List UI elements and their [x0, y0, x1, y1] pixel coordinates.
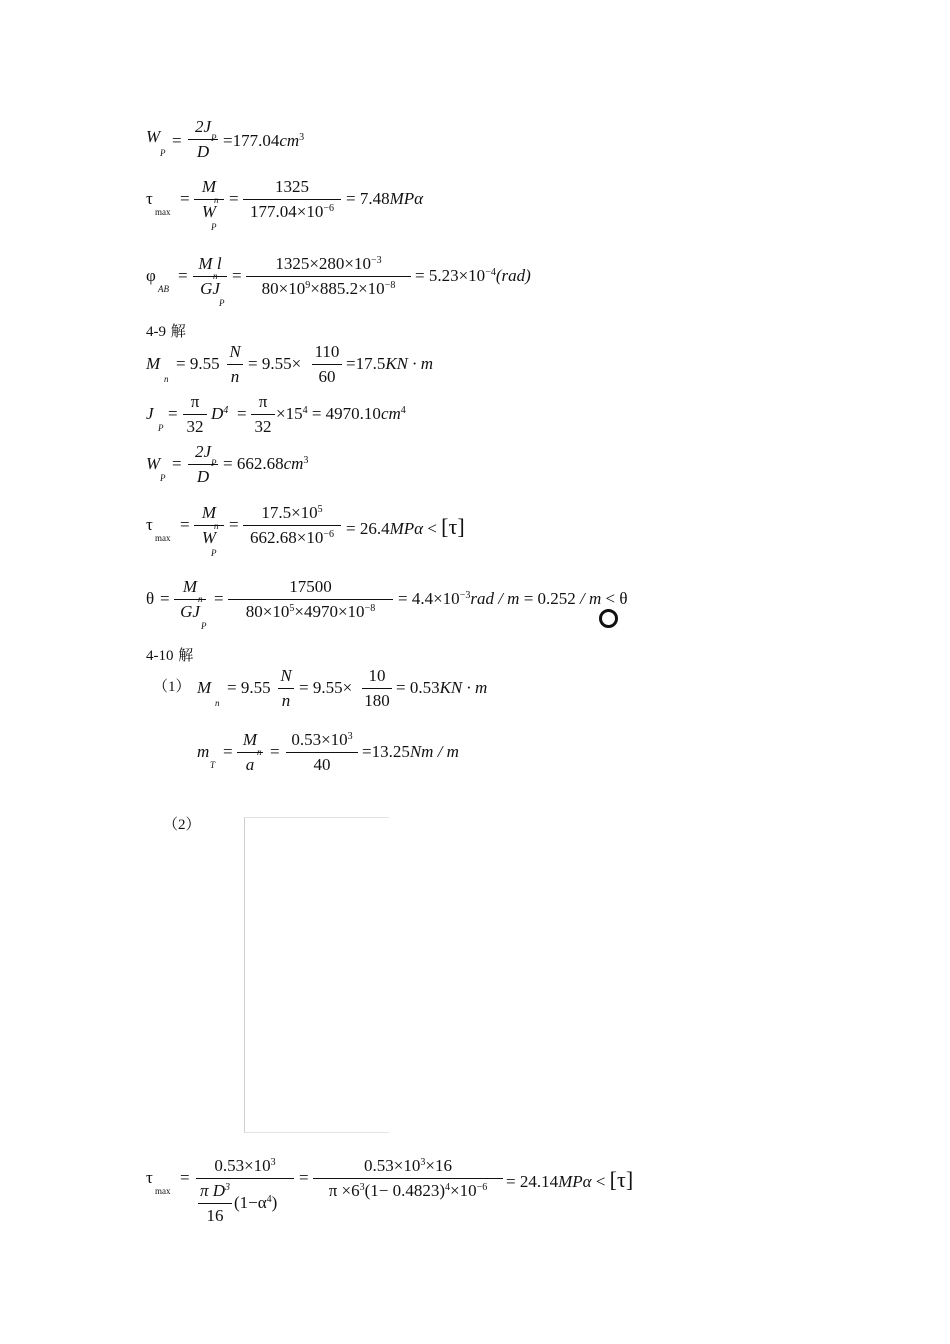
denominator — [313, 1181, 503, 1201]
subscript: AB — [158, 284, 169, 294]
equals-sign: = — [299, 1168, 309, 1187]
denominator-text: π ×6 — [328, 1181, 360, 1200]
unit: (rad) — [495, 266, 531, 285]
fraction-bar — [183, 414, 207, 415]
subscript: P — [211, 133, 217, 143]
value: =17.5 — [346, 354, 386, 373]
symbol-tau: τ — [146, 1168, 153, 1187]
denominator-text: 80×10 — [261, 279, 306, 298]
symbol-m: M — [197, 678, 212, 697]
denominator: 32 — [186, 417, 204, 436]
equals-sign: = — [237, 404, 247, 423]
exponent: −3 — [371, 255, 382, 266]
exponent: −6 — [323, 203, 334, 214]
denominator: GJ — [200, 279, 220, 298]
fraction-bar — [193, 276, 227, 277]
result — [396, 679, 487, 696]
denominator-text: 662.68×10 — [250, 528, 324, 547]
exponent: 3 — [303, 455, 309, 466]
term: ) — [271, 1193, 278, 1212]
term — [211, 405, 228, 422]
fraction — [286, 730, 358, 775]
exponent: 3 — [359, 1182, 365, 1193]
denominator: n — [230, 367, 240, 386]
fraction — [278, 666, 294, 711]
result — [346, 355, 433, 372]
equals-sign: = — [180, 1168, 190, 1187]
subscript: P — [219, 298, 225, 308]
denominator: D — [196, 142, 210, 161]
fraction-bar — [286, 752, 358, 753]
section-number: 4-9 — [146, 324, 166, 340]
exponent: 5 — [317, 504, 323, 515]
fraction-bar — [313, 1178, 503, 1179]
unit: cm — [380, 404, 401, 423]
denominator: n — [281, 691, 291, 710]
numerator-text: 0.53×10 — [364, 1156, 421, 1175]
denominator-text: 80×10 — [245, 602, 290, 621]
unit: Nm / m — [409, 742, 459, 761]
comparison: < — [427, 519, 437, 538]
exponent: 3 — [420, 1157, 426, 1168]
section-label: 解 — [178, 646, 194, 664]
subscript: n — [214, 195, 219, 205]
result — [346, 516, 465, 538]
equals-sign: = — [172, 131, 182, 150]
section-heading-4-10 — [146, 644, 193, 665]
fraction — [227, 342, 243, 387]
value: = 4.4×10 — [398, 589, 460, 608]
numerator: 10 — [368, 666, 386, 685]
denominator-text: 177.04×10 — [250, 202, 324, 221]
equals-sign: = — [180, 515, 190, 534]
value: = 24.14 — [506, 1172, 559, 1191]
unit: KN · m — [439, 678, 488, 697]
numerator — [198, 1181, 232, 1201]
section-number: 4-10 — [146, 648, 174, 664]
section-heading-4-9 — [146, 320, 186, 341]
exponent: 4 — [266, 1194, 272, 1205]
exponent: 3 — [347, 731, 353, 742]
numerator: N — [229, 342, 241, 361]
fraction — [312, 342, 342, 387]
fraction — [246, 254, 411, 299]
subscript: max — [155, 1186, 171, 1196]
torque-diagram-frame — [244, 817, 389, 1133]
subscript: P — [160, 148, 166, 158]
value: =177.04 — [223, 131, 280, 150]
unit: MPα — [389, 189, 424, 208]
denominator: W — [201, 528, 217, 547]
fraction-bar — [198, 1203, 232, 1204]
fraction-bar — [312, 364, 342, 365]
result — [362, 743, 459, 760]
fraction-bar — [243, 525, 341, 526]
fraction — [194, 503, 224, 548]
exponent: 9 — [305, 280, 311, 291]
unit: cm — [283, 454, 304, 473]
numerator-text: 0.53×10 — [291, 730, 348, 749]
fraction — [313, 1156, 503, 1201]
symbol-m-t: m — [197, 742, 210, 761]
numerator — [243, 503, 341, 523]
numerator — [286, 730, 358, 750]
denominator: 180 — [364, 691, 390, 710]
term: ×15 — [276, 404, 303, 423]
allowable-stress: [τ] — [609, 1167, 634, 1192]
symbol-w: W — [146, 454, 161, 473]
unit: MPα — [558, 1172, 592, 1191]
numerator: 110 — [314, 342, 340, 361]
denominator-text: ×4970×10 — [294, 602, 365, 621]
equals-sign: = — [172, 454, 182, 473]
value: = 0.252 — [523, 589, 576, 608]
subscript: n — [213, 271, 218, 281]
result — [398, 590, 628, 607]
exponent: −4 — [485, 267, 496, 278]
subscript: max — [155, 533, 171, 543]
denominator: GJ — [180, 602, 200, 621]
denominator: D — [196, 467, 210, 486]
fraction-bar — [246, 276, 411, 277]
term: (1−α — [234, 1193, 267, 1212]
subscript: n — [214, 521, 219, 531]
numerator — [246, 254, 411, 274]
fraction-bar — [251, 414, 275, 415]
fraction-bar — [362, 688, 392, 689]
subscript: T — [210, 760, 216, 770]
subscript: P — [160, 473, 166, 483]
unit: rad / m — [470, 589, 520, 608]
equals-sign: = — [232, 266, 242, 285]
coefficient: = 9.55× — [248, 354, 302, 373]
coefficient: = 9.55× — [299, 678, 353, 697]
denominator — [243, 202, 341, 222]
numerator-text: 0.53×10 — [214, 1156, 271, 1175]
symbol-tau: τ — [146, 515, 153, 534]
exponent: −6 — [323, 529, 334, 540]
fraction — [193, 254, 227, 299]
symbol-m: M — [146, 354, 161, 373]
equals-sign: = — [223, 742, 233, 761]
symbol-d: D — [211, 404, 224, 423]
equals-sign: = — [229, 189, 239, 208]
fraction — [194, 177, 224, 222]
numerator-text: 1325×280×10 — [275, 254, 372, 273]
inner-fraction — [198, 1181, 232, 1226]
numerator: 2J — [194, 442, 212, 461]
numerator: π — [190, 392, 200, 411]
fraction-bar — [243, 199, 341, 200]
fraction-bar — [196, 1178, 294, 1179]
value: = 0.53 — [396, 678, 440, 697]
symbol-j: J — [146, 404, 154, 423]
exponent: 4 — [302, 405, 308, 416]
symbol-w: W — [146, 127, 161, 146]
denominator: W — [201, 202, 217, 221]
equals-sign: = — [270, 742, 280, 761]
value: =13.25 — [362, 742, 410, 761]
result — [223, 132, 304, 149]
denominator — [243, 528, 341, 548]
symbol-theta: θ — [146, 589, 155, 608]
subscript: n — [198, 594, 203, 604]
subscript: max — [155, 207, 171, 217]
fraction-bar — [228, 599, 393, 600]
exponent: 4 — [400, 405, 406, 416]
numerator: N — [280, 666, 292, 685]
denominator: a — [245, 755, 255, 774]
symbol-tau: τ — [146, 189, 153, 208]
unit: cm — [279, 131, 300, 150]
exponent: −3 — [459, 590, 471, 601]
fraction — [228, 577, 393, 622]
subscript: P — [201, 621, 207, 631]
fraction-bar — [278, 688, 294, 689]
numerator-text: ×16 — [425, 1156, 452, 1175]
fraction — [183, 392, 207, 437]
equals-sign: = — [229, 515, 239, 534]
exponent: 5 — [289, 603, 295, 614]
subscript: n — [215, 698, 220, 708]
result — [346, 190, 423, 207]
result — [276, 405, 406, 422]
comparison: < — [595, 1172, 606, 1191]
denominator-text: ×10 — [450, 1181, 477, 1200]
value: = 662.68 — [223, 454, 284, 473]
exponent: 3 — [270, 1157, 276, 1168]
result — [223, 455, 308, 472]
part-label-2: （2） — [163, 817, 201, 833]
fraction-bar — [194, 199, 224, 200]
exponent: 4 — [445, 1182, 451, 1193]
degree-circle-icon — [599, 609, 618, 628]
denominator-text: ×885.2×10 — [310, 279, 385, 298]
numerator: M — [242, 730, 258, 749]
result — [506, 1169, 633, 1191]
exponent: −8 — [384, 280, 396, 291]
unit: / m — [580, 589, 602, 608]
exponent: 3 — [225, 1182, 231, 1193]
symbol-phi: φ — [146, 266, 156, 285]
fraction — [196, 1156, 294, 1181]
denominator: 40 — [313, 755, 331, 774]
numerator: π — [258, 392, 268, 411]
denominator: 60 — [318, 367, 336, 386]
subscript: P — [211, 548, 217, 558]
numerator-text: 17.5×10 — [261, 503, 318, 522]
fraction-bar — [194, 525, 224, 526]
allowable-stress: [τ] — [441, 514, 465, 539]
numerator — [196, 1156, 294, 1176]
numerator-text: π D — [199, 1181, 226, 1200]
subscript: P — [211, 222, 217, 232]
numerator — [313, 1156, 503, 1176]
coefficient: = 9.55 — [227, 678, 271, 697]
section-label: 解 — [170, 322, 186, 340]
equals-sign: = — [180, 189, 190, 208]
exponent: 3 — [299, 132, 305, 143]
numerator: 1325 — [275, 177, 309, 196]
fraction — [251, 392, 275, 437]
denominator-text: (1− 0.4823) — [364, 1181, 446, 1200]
value: = 4970.10 — [311, 404, 381, 423]
comparison: < θ — [605, 589, 628, 608]
denominator: 16 — [206, 1206, 224, 1225]
result — [415, 267, 531, 284]
numerator: M — [201, 177, 217, 196]
unit: MPα — [389, 519, 424, 538]
denominator: 32 — [254, 417, 272, 436]
equals-sign: = — [214, 589, 224, 608]
subscript: n — [164, 374, 169, 384]
inner-tail — [234, 1194, 277, 1211]
exponent: 4 — [223, 405, 229, 416]
fraction-bar — [227, 364, 243, 365]
value: = 26.4 — [346, 519, 390, 538]
equals-sign: = — [160, 589, 170, 608]
value: = 5.23×10 — [415, 266, 486, 285]
subscript: n — [257, 747, 262, 757]
denominator — [246, 279, 411, 299]
part-label-1: （1） — [153, 679, 191, 695]
fraction — [362, 666, 392, 711]
coefficient: = 9.55 — [176, 354, 220, 373]
subscript: P — [211, 458, 217, 468]
equals-sign: = — [178, 266, 188, 285]
equals-sign: = — [168, 404, 178, 423]
numerator: M — [201, 503, 217, 522]
subscript: P — [158, 423, 164, 433]
numerator: M — [182, 577, 198, 596]
unit: KN · m — [385, 354, 434, 373]
fraction — [243, 177, 341, 222]
value: = 7.48 — [346, 189, 390, 208]
numerator: M l — [198, 254, 222, 273]
numerator: 17500 — [289, 577, 332, 596]
denominator — [228, 602, 393, 622]
numerator: 2J — [194, 117, 212, 136]
exponent: −6 — [476, 1182, 488, 1193]
exponent: −8 — [364, 603, 376, 614]
fraction — [243, 503, 341, 548]
